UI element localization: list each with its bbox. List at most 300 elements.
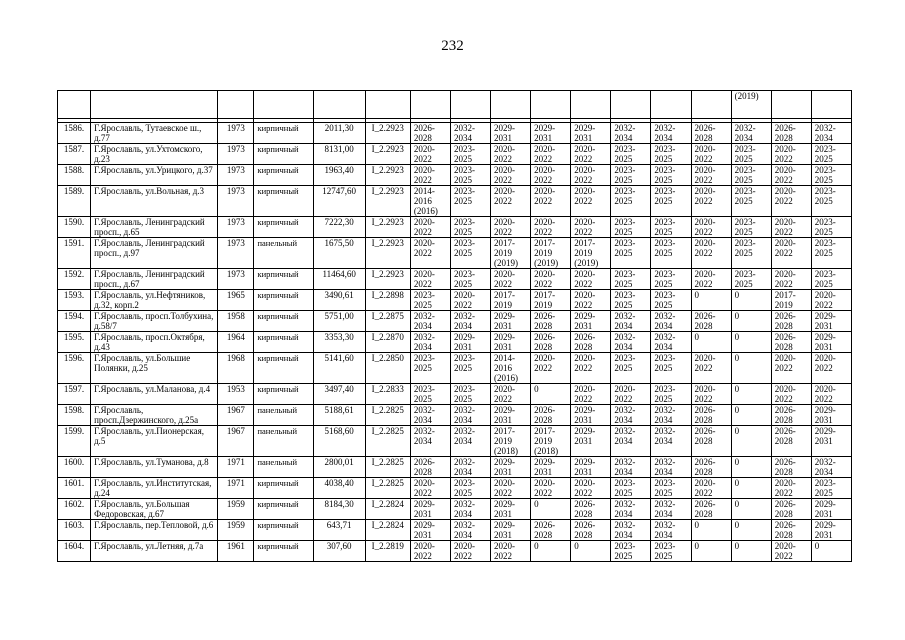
table-cell: 2026- 2028	[771, 332, 811, 353]
table-cell: 2020- 2022	[771, 144, 811, 165]
row-number-cell: 1594.	[58, 311, 91, 332]
row-number-cell: 1600.	[58, 457, 91, 478]
table-cell: 2029- 2031	[491, 520, 531, 541]
table-cell: 2029- 2031	[491, 499, 531, 520]
table-cell: 2020- 2022	[811, 290, 851, 311]
table-cell: 1973	[218, 123, 254, 144]
table-cell: 2020- 2022	[410, 144, 450, 165]
table-cell: кирпичный	[254, 186, 313, 217]
table-cell: 2029- 2031	[571, 123, 611, 144]
table-cell: 2029- 2031	[491, 311, 531, 332]
address-cell: Г.Ярославль, ул.Пионерская, д.5	[91, 426, 218, 457]
table-cell: 2023- 2025	[811, 478, 851, 499]
table-cell: 2026- 2028	[771, 457, 811, 478]
table-cell: 2020- 2022	[410, 541, 450, 562]
table-cell: I_2.2923	[365, 165, 410, 186]
address-cell: Г.Ярославль, просп.Дзержинского, д.25а	[91, 405, 218, 426]
table-cell: 2023- 2025	[450, 144, 490, 165]
table-row	[58, 290, 852, 311]
address-cell: Г.Ярославль, ул.Урицкого, д.37	[91, 165, 218, 186]
table-cell: 2032- 2034	[731, 123, 771, 144]
continuation-cell	[651, 91, 691, 119]
table-cell: 2017- 2019	[531, 290, 571, 311]
table-cell: 2023- 2025	[611, 290, 651, 311]
table-cell: 2029- 2031	[811, 499, 851, 520]
row-number-cell: 1588.	[58, 165, 91, 186]
table-cell: кирпичный	[254, 311, 313, 332]
table-cell: 2020- 2022	[771, 384, 811, 405]
table-cell: 0	[691, 332, 731, 353]
table-cell: 2020- 2022	[811, 353, 851, 384]
table-cell: 2029- 2031	[491, 405, 531, 426]
table-cell: 2017- 2019 (2019)	[491, 238, 531, 269]
table-row	[58, 144, 852, 165]
housing-repair-schedule-table	[57, 90, 852, 562]
table-cell: 8131,00	[313, 144, 365, 165]
table-cell: I_2.2833	[365, 384, 410, 405]
table-cell: 3353,30	[313, 332, 365, 353]
table-cell: I_2.2898	[365, 290, 410, 311]
table-cell: кирпичный	[254, 499, 313, 520]
table-row	[58, 165, 852, 186]
address-cell: Г.Ярославль, ул.Маланова, д.4	[91, 384, 218, 405]
table-cell: кирпичный	[254, 165, 313, 186]
table-cell: 2023- 2025	[450, 238, 490, 269]
table-cell: 2026- 2028	[771, 426, 811, 457]
table-cell: 1961	[218, 541, 254, 562]
row-number-cell: 1590.	[58, 217, 91, 238]
table-cell: 0	[531, 499, 571, 520]
table-cell: 2023- 2025	[651, 186, 691, 217]
table-cell: 2020- 2022	[491, 478, 531, 499]
table-cell: 2017- 2019 (2018)	[531, 426, 571, 457]
table-cell: кирпичный	[254, 144, 313, 165]
table-cell: 2029- 2031	[571, 426, 611, 457]
address-cell: Г.Ярославль, просп.Толбухина, д.58/7	[91, 311, 218, 332]
table-cell: кирпичный	[254, 217, 313, 238]
table-row	[58, 311, 852, 332]
table-cell: 2020- 2022	[450, 541, 490, 562]
row-number-cell: 1586.	[58, 123, 91, 144]
table-cell: 2026- 2028	[691, 499, 731, 520]
page-number: 232	[441, 38, 464, 54]
table-cell: 2023- 2025	[611, 478, 651, 499]
table-cell: 2032- 2034	[450, 520, 490, 541]
table-cell: 2029- 2031	[531, 457, 571, 478]
table-cell: I_2.2824	[365, 520, 410, 541]
table-cell: 2020- 2022	[410, 165, 450, 186]
table-cell: 2017- 2019 (2019)	[531, 238, 571, 269]
table-cell: 0	[691, 541, 731, 562]
table-cell: 1973	[218, 269, 254, 290]
table-cell: 2023- 2025	[731, 269, 771, 290]
table-cell: 1971	[218, 478, 254, 499]
table-cell: 0	[731, 478, 771, 499]
table-cell: 0	[731, 353, 771, 384]
table-cell: 2032- 2034	[651, 520, 691, 541]
table-cell: 2032- 2034	[651, 457, 691, 478]
table-cell: 643,71	[313, 520, 365, 541]
table-cell: 2032- 2034	[410, 405, 450, 426]
table-cell: 1973	[218, 186, 254, 217]
table-cell: I_2.2825	[365, 405, 410, 426]
continuation-cell	[218, 91, 254, 119]
table-cell: 2023- 2025	[611, 217, 651, 238]
continuation-cell	[811, 91, 851, 119]
table-cell: 0	[731, 311, 771, 332]
table-cell: 2023- 2025	[410, 290, 450, 311]
table-cell: 2026- 2028	[771, 311, 811, 332]
continuation-cell	[58, 91, 91, 119]
table-cell: 0	[731, 405, 771, 426]
table-cell: 2020- 2022	[771, 541, 811, 562]
continuation-cell	[91, 91, 218, 119]
table-row	[58, 520, 852, 541]
table-row	[58, 541, 852, 562]
table-cell: 2032- 2034	[811, 123, 851, 144]
table-cell: 2017- 2019	[771, 290, 811, 311]
continuation-cell	[691, 91, 731, 119]
table-cell: 1967	[218, 426, 254, 457]
table-cell: 2023- 2025	[731, 238, 771, 269]
table-cell: 0	[571, 541, 611, 562]
row-number-cell: 1589.	[58, 186, 91, 217]
table-cell: 2023- 2025	[731, 217, 771, 238]
table-cell: 0	[731, 499, 771, 520]
table-cell: 2029- 2031	[811, 520, 851, 541]
table-cell: 1973	[218, 238, 254, 269]
row-number-cell: 1599.	[58, 426, 91, 457]
table-cell: 2023- 2025	[651, 478, 691, 499]
table-row	[58, 269, 852, 290]
table-cell: I_2.2923	[365, 123, 410, 144]
table-cell: 2023- 2025	[731, 144, 771, 165]
table-cell: 5168,60	[313, 426, 365, 457]
table-cell: 2023- 2025	[651, 144, 691, 165]
row-number-cell: 1602.	[58, 499, 91, 520]
table-cell: 8184,30	[313, 499, 365, 520]
table-cell: 11464,60	[313, 269, 365, 290]
table-cell: 1953	[218, 384, 254, 405]
table-cell: 2020- 2022	[691, 238, 731, 269]
table-cell: I_2.2824	[365, 499, 410, 520]
address-cell: Г.Ярославль, ул.Летняя, д.7а	[91, 541, 218, 562]
table-cell: I_2.2819	[365, 541, 410, 562]
table-cell: панельный	[254, 405, 313, 426]
table-cell: 1973	[218, 144, 254, 165]
table-cell: 2032- 2034	[611, 405, 651, 426]
table-cell: 2032- 2034	[651, 426, 691, 457]
table-cell: 2023- 2025	[410, 353, 450, 384]
table-cell: 2032- 2034	[651, 311, 691, 332]
table-cell: 2020- 2022	[571, 269, 611, 290]
table-cell: 2020- 2022	[531, 186, 571, 217]
table-cell: 0	[731, 332, 771, 353]
table-cell: 2032- 2034	[651, 499, 691, 520]
table-cell: 2032- 2034	[450, 457, 490, 478]
table-cell: 2032- 2034	[611, 457, 651, 478]
table-cell: 2020- 2022	[611, 384, 651, 405]
table-cell: 2026- 2028	[771, 123, 811, 144]
table-cell: 1965	[218, 290, 254, 311]
table-cell: 2023- 2025	[811, 165, 851, 186]
table-cell: 2032- 2034	[410, 311, 450, 332]
table-cell: 2026- 2028	[410, 457, 450, 478]
table-cell: 2023- 2025	[450, 165, 490, 186]
table-cell: 2029- 2031	[450, 332, 490, 353]
row-number-cell: 1587.	[58, 144, 91, 165]
table-cell: 2020- 2022	[491, 144, 531, 165]
address-cell: Г.Ярославль, ул.Ухтомского, д.23	[91, 144, 218, 165]
table-cell: панельный	[254, 457, 313, 478]
table-cell: 2020- 2022	[811, 384, 851, 405]
table-row	[58, 405, 852, 426]
continuation-cell	[313, 91, 365, 119]
table-cell: 2023- 2025	[651, 238, 691, 269]
table-cell: 2020- 2022	[691, 384, 731, 405]
table-cell: 2020- 2022	[771, 353, 811, 384]
table-cell: 2026- 2028	[571, 332, 611, 353]
table-cell: 2023- 2025	[450, 217, 490, 238]
table-cell: 2032- 2034	[410, 332, 450, 353]
table-cell: 5751,00	[313, 311, 365, 332]
table-cell: 2029- 2031	[811, 426, 851, 457]
table-cell: 2026- 2028	[691, 457, 731, 478]
table-cell: 2020- 2022	[571, 165, 611, 186]
table-cell: 0	[531, 541, 571, 562]
table-cell: I_2.2923	[365, 269, 410, 290]
table-cell: 0	[731, 384, 771, 405]
table-row	[58, 384, 852, 405]
table-cell: 2020- 2022	[571, 186, 611, 217]
table-cell: 1967	[218, 405, 254, 426]
table-cell: 0	[691, 290, 731, 311]
table-cell: 2020- 2022	[410, 269, 450, 290]
row-number-cell: 1593.	[58, 290, 91, 311]
continuation-cell	[571, 91, 611, 119]
table-cell: 2032- 2034	[611, 499, 651, 520]
table-cell: панельный	[254, 426, 313, 457]
continuation-cell	[531, 91, 571, 119]
continuation-cell	[410, 91, 450, 119]
table-cell: кирпичный	[254, 332, 313, 353]
table-cell: 2023- 2025	[651, 353, 691, 384]
table-cell: кирпичный	[254, 353, 313, 384]
table-cell: 0	[731, 426, 771, 457]
table-cell: 2020- 2022	[571, 384, 611, 405]
table-cell: I_2.2850	[365, 353, 410, 384]
table-cell: 2029- 2031	[571, 405, 611, 426]
table-cell: 2020- 2022	[571, 353, 611, 384]
table-cell: 2020- 2022	[571, 478, 611, 499]
table-cell: 2020- 2022	[531, 165, 571, 186]
table-cell: I_2.2870	[365, 332, 410, 353]
row-number-cell: 1597.	[58, 384, 91, 405]
table-cell: 1959	[218, 520, 254, 541]
table-cell: кирпичный	[254, 269, 313, 290]
table-cell: кирпичный	[254, 384, 313, 405]
address-cell: Г.Ярославль, ул.Нефтяников, д.32, корп.2	[91, 290, 218, 311]
table-cell: 2032- 2034	[611, 426, 651, 457]
continuation-cell	[365, 91, 410, 119]
table-cell: 2026- 2028	[771, 499, 811, 520]
table-cell: 2026- 2028	[691, 311, 731, 332]
address-cell: Г.Ярославль, Ленинградский просп., д.67	[91, 269, 218, 290]
table-cell: 2020- 2022	[691, 144, 731, 165]
table-cell: 7222,30	[313, 217, 365, 238]
table-cell: 2029- 2031	[491, 123, 531, 144]
table-cell: 2020- 2022	[491, 541, 531, 562]
table-cell: 1959	[218, 499, 254, 520]
table-row	[58, 457, 852, 478]
address-cell: Г.Ярославль, ул.Институтская, д.24	[91, 478, 218, 499]
table-cell: 2023- 2025	[450, 478, 490, 499]
table-cell: 2023- 2025	[731, 165, 771, 186]
table-cell: кирпичный	[254, 123, 313, 144]
table-cell: 2023- 2025	[450, 186, 490, 217]
table-cell: 2020- 2022	[531, 217, 571, 238]
table-cell: кирпичный	[254, 520, 313, 541]
address-cell: Г.Ярославль, Тутаевское ш., д.77	[91, 123, 218, 144]
continuation-cell	[771, 91, 811, 119]
table-cell: 2020- 2022	[571, 290, 611, 311]
table-row	[58, 123, 852, 144]
table-row	[58, 186, 852, 217]
table-cell: 2032- 2034	[651, 123, 691, 144]
table-row	[58, 332, 852, 353]
continuation-cell	[254, 91, 313, 119]
table-cell: 2026- 2028	[691, 426, 731, 457]
table-row	[58, 478, 852, 499]
row-number-cell: 1598.	[58, 405, 91, 426]
table-cell: 3490,61	[313, 290, 365, 311]
table-cell: 2020- 2022	[771, 217, 811, 238]
table-cell: 2017- 2019 (2018)	[491, 426, 531, 457]
table-cell: 2023- 2025	[651, 269, 691, 290]
table-cell: 2020- 2022	[491, 217, 531, 238]
table-cell: 2020- 2022	[691, 353, 731, 384]
table-cell: 2023- 2025	[651, 165, 691, 186]
table-cell: 0	[731, 290, 771, 311]
table-cell: 2023- 2025	[811, 269, 851, 290]
row-number-cell: 1592.	[58, 269, 91, 290]
table-cell: 1973	[218, 165, 254, 186]
table-cell: 2029- 2031	[491, 457, 531, 478]
table-cell: 2020- 2022	[410, 238, 450, 269]
table-cell: 2029- 2031	[811, 311, 851, 332]
table-cell: 2023- 2025	[651, 384, 691, 405]
table-cell: 5141,60	[313, 353, 365, 384]
continuation-cell	[611, 91, 651, 119]
table-cell: панельный	[254, 238, 313, 269]
table-cell: 1968	[218, 353, 254, 384]
table-cell: I_2.2825	[365, 457, 410, 478]
table-cell: 1963,40	[313, 165, 365, 186]
table-cell: 2026- 2028	[771, 520, 811, 541]
table-cell: кирпичный	[254, 541, 313, 562]
table-cell: 12747,60	[313, 186, 365, 217]
table-cell: 4038,40	[313, 478, 365, 499]
table-cell: 0	[531, 384, 571, 405]
table-cell: 2029- 2031	[571, 311, 611, 332]
table-cell: 2032- 2034	[450, 426, 490, 457]
continuation-row	[58, 91, 852, 119]
table-cell: 1675,50	[313, 238, 365, 269]
table-cell: 2032- 2034	[651, 332, 691, 353]
table-cell: 2023- 2025	[651, 290, 691, 311]
table-cell: 2029- 2031	[571, 457, 611, 478]
table-cell: 3497,40	[313, 384, 365, 405]
row-number-cell: 1603.	[58, 520, 91, 541]
table-cell: 2032- 2034	[410, 426, 450, 457]
table-cell: 2020- 2022	[771, 186, 811, 217]
table-cell: I_2.2923	[365, 144, 410, 165]
table-cell: 2026- 2028	[691, 405, 731, 426]
table-cell: 2023- 2025	[611, 186, 651, 217]
table-cell: 2023- 2025	[731, 186, 771, 217]
table-cell: 2020- 2022	[771, 238, 811, 269]
table-cell: 2032- 2034	[611, 123, 651, 144]
table-cell: 2023- 2025	[611, 144, 651, 165]
table-row	[58, 353, 852, 384]
table-cell: 2020- 2022	[531, 353, 571, 384]
row-number-cell: 1591.	[58, 238, 91, 269]
continuation-cell: (2019)	[731, 91, 771, 119]
address-cell: Г.Ярославль, ул.Большие Полянки, д.25	[91, 353, 218, 384]
table-cell: 2026- 2028	[531, 405, 571, 426]
table-cell: 2032- 2034	[450, 405, 490, 426]
table-cell: 1958	[218, 311, 254, 332]
table-cell: 0	[731, 457, 771, 478]
table-cell: 2023- 2025	[611, 269, 651, 290]
address-cell: Г.Ярославль, Ленинградский просп., д.65	[91, 217, 218, 238]
table-cell: 2020- 2022	[691, 478, 731, 499]
table-cell: 2020- 2022	[531, 478, 571, 499]
table-cell: 2029- 2031	[811, 332, 851, 353]
table-row	[58, 238, 852, 269]
table-cell: 2026- 2028	[410, 123, 450, 144]
table-cell: 2023- 2025	[410, 384, 450, 405]
table-cell: I_2.2923	[365, 238, 410, 269]
table-cell: 2014- 2016 (2016)	[491, 353, 531, 384]
table-cell: 2020- 2022	[771, 269, 811, 290]
table-cell: 2023- 2025	[611, 353, 651, 384]
table-cell: 2032- 2034	[811, 457, 851, 478]
table-cell: 2020- 2022	[571, 217, 611, 238]
table-cell: 2020- 2022	[491, 165, 531, 186]
table-row	[58, 499, 852, 520]
table-cell: 2032- 2034	[611, 520, 651, 541]
table-cell: 2026- 2028	[571, 520, 611, 541]
table-cell: 2020- 2022	[531, 144, 571, 165]
table-cell: 1964	[218, 332, 254, 353]
table-cell: 2800,01	[313, 457, 365, 478]
table-cell: 2023- 2025	[450, 384, 490, 405]
table-cell: 2023- 2025	[611, 165, 651, 186]
table-cell: 2020- 2022	[771, 478, 811, 499]
address-cell: Г.Ярославль, просп.Октября, д.43	[91, 332, 218, 353]
table-cell: 2026- 2028	[571, 499, 611, 520]
table-cell: I_2.2825	[365, 478, 410, 499]
table-cell: 2020- 2022	[571, 144, 611, 165]
table-cell: I_2.2923	[365, 217, 410, 238]
address-cell: Г.Ярославль, ул.Вольная, д.3	[91, 186, 218, 217]
table-cell: 2032- 2034	[651, 405, 691, 426]
table-cell: 2032- 2034	[611, 332, 651, 353]
table-cell: 2017- 2019 (2019)	[571, 238, 611, 269]
table-cell: 2029- 2031	[491, 332, 531, 353]
table-cell: 2020- 2022	[410, 217, 450, 238]
